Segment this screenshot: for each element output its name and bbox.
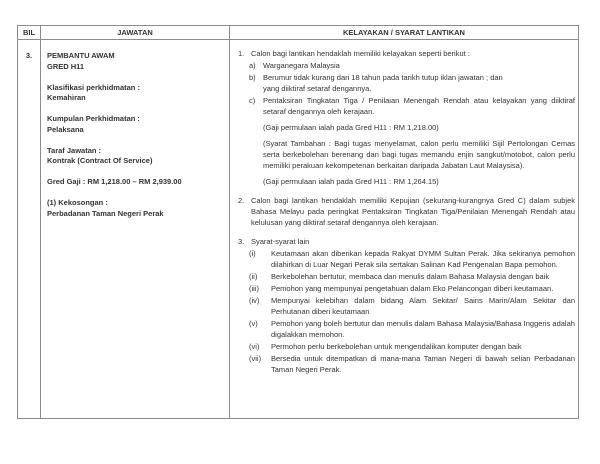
other-condition-vi-marker: (vi)	[249, 342, 260, 351]
requirement-item-1	[238, 48, 575, 59]
header-bil: BIL	[22, 28, 36, 37]
job-title-block	[47, 51, 223, 72]
item-1-number: 1.	[238, 49, 245, 58]
other-condition-vii-marker: (vii)	[249, 354, 262, 363]
header-jawatan: JAWATAN	[40, 26, 229, 39]
other-condition-ii-marker: (ii)	[249, 272, 258, 281]
item-1c-text: Pentaksiran Tingkatan Tiga / Penilaian Menengah Rendah atau kelayakan yang diiktiraf setaraf dengannya oleh kerajaan.	[263, 96, 575, 116]
kekosongan-value: Perbadanan Taman Negeri Perak	[47, 208, 164, 218]
cell-bil: 3.	[25, 51, 33, 60]
other-condition-vi-text: Permohon perlu berkebolehan untuk mengendalikan komputer dengan baik	[271, 342, 522, 351]
requirement-item-2	[238, 195, 575, 228]
table-header-row	[18, 26, 578, 40]
header-kelayakan: KELAYAKAN / SYARAT LANTIKAN	[229, 26, 578, 39]
requirement-item-1b	[249, 72, 575, 94]
job-title: PEMBANTU AWAM	[47, 51, 115, 60]
klasifikasi-label: Klasifikasi perkhidmatan :	[47, 82, 140, 92]
other-condition-iv-marker: (iv)	[249, 296, 260, 305]
item-1b-line1: Berumur tidak kurang dari 18 tahun pada tarikh tutup iklan jawatan ; dan	[263, 73, 503, 82]
requirement-item-1a	[249, 60, 575, 71]
kumpulan-value: Pelaksana	[47, 124, 84, 134]
other-condition-iii	[249, 283, 575, 294]
other-condition-vi	[249, 341, 575, 352]
kumpulan-block	[47, 114, 223, 135]
job-grade: GRED H11	[47, 61, 85, 71]
item-1a-text: Warganegara Malaysia	[263, 61, 340, 70]
taraf-value: Kontrak (Contract Of Service)	[47, 156, 153, 165]
item-3-number: 3.	[238, 237, 245, 246]
other-condition-i-text: Keutamaan akan diberikan kepada Rakyat DYMM Sultan Perak. Jika sekiranya pemohon dilahirkan di Luar Negari Perak sila sertakan Salinan Kad Pengenalan Bapa pemohon.	[271, 249, 575, 269]
other-condition-iii-marker: (iii)	[249, 284, 259, 293]
other-condition-ii-text: Berkebolehan bertutur, membaca dan menulis dalam Bahasa Malaysia dengan baik	[271, 272, 550, 281]
table-row	[18, 40, 578, 418]
other-condition-vii-text: Bersedia untuk ditempatkan di mana-mana Taman Negeri di bawah selian Perbadanan Taman Negeri Perak.	[271, 354, 575, 374]
kumpulan-label: Kumpulan Perkhidmatan :	[47, 114, 140, 123]
item-1b-text	[263, 72, 575, 94]
other-condition-v	[249, 318, 575, 340]
salary-note-1: (Gaji permulaan ialah pada Gred H11 : RM 1,218.00)	[263, 123, 439, 132]
taraf-block	[47, 146, 223, 167]
other-condition-iv-text: Mempunyai kelebihan dalam bidang Alam Sekitar/ Sains Marin/Alam Sekitar dan Perhutanan diberi keutamaan	[271, 296, 575, 316]
other-condition-iv	[249, 295, 575, 317]
kekosongan-block	[47, 198, 223, 219]
cell-jawatan	[40, 40, 229, 418]
salary-note-2: (Gaji permulaan ialah pada Gred H11 : RM 1,264.15)	[263, 177, 439, 186]
requirement-item-1c	[249, 95, 575, 117]
other-condition-i-marker: (i)	[249, 249, 256, 258]
other-condition-v-marker: (v)	[249, 319, 258, 328]
other-condition-ii	[249, 271, 575, 282]
job-vacancy-table	[17, 25, 579, 419]
other-condition-iii-text: Pemohon yang mempunyai pengetahuan dalam Eko Pelancongan diberi keutamaan.	[271, 284, 554, 293]
item-1-text: Calon bagi lantikan hendaklah memiliki kelayakan seperti berikut :	[251, 49, 470, 58]
other-condition-vii	[249, 353, 575, 375]
other-condition-i	[249, 248, 575, 270]
item-1b-marker: b)	[249, 73, 256, 82]
requirement-item-3	[238, 236, 575, 247]
additional-condition-note: (Syarat Tambahan : Bagi tugas menyelamat, calon perlu memiliki Sijil Pertolongan Cemas serta berkebolehan berenang dan bagi tugas memandu enjin sangkut/motobot, calon perlu memiliki perakuan kekompetenan berkaitan daripada Jabatan Laut Malaysisa).	[263, 139, 575, 170]
cell-kelayakan	[229, 40, 578, 418]
item-2-text: Calon bagi lantikan hendaklah memiliki Kepujian (sekurang-kurangnya Gred C) dalam subjek Bahasa Melayu pada peringkat Pentaksiran Tingkatan Tiga/Penilaian Menengah Rendah atau kelulusan yang diktiraf setaraf dengannya oleh kerajaan.	[251, 196, 575, 227]
item-1b-line2: yang diiktiraf setaraf dengannya.	[263, 84, 372, 93]
gred-gaji-line: Gred Gaji : RM 1,218.00 – RM 2,939.00	[47, 177, 182, 186]
item-1a-marker: a)	[249, 61, 256, 70]
item-2-number: 2.	[238, 196, 245, 205]
klasifikasi-value: Kemahiran	[47, 93, 86, 102]
klasifikasi-block	[47, 83, 223, 104]
item-3-text: Syarat-syarat lain	[251, 237, 310, 246]
item-1c-marker: c)	[249, 96, 256, 105]
other-condition-v-text: Pemohon yang boleh bertutur dan menulis dalam Bahasa Malaysia/Bahasa Inggeris adalah digalakkan memohon.	[271, 319, 575, 339]
taraf-label: Taraf Jawatan :	[47, 145, 102, 155]
kekosongan-label: (1) Kekosongan :	[47, 198, 108, 207]
